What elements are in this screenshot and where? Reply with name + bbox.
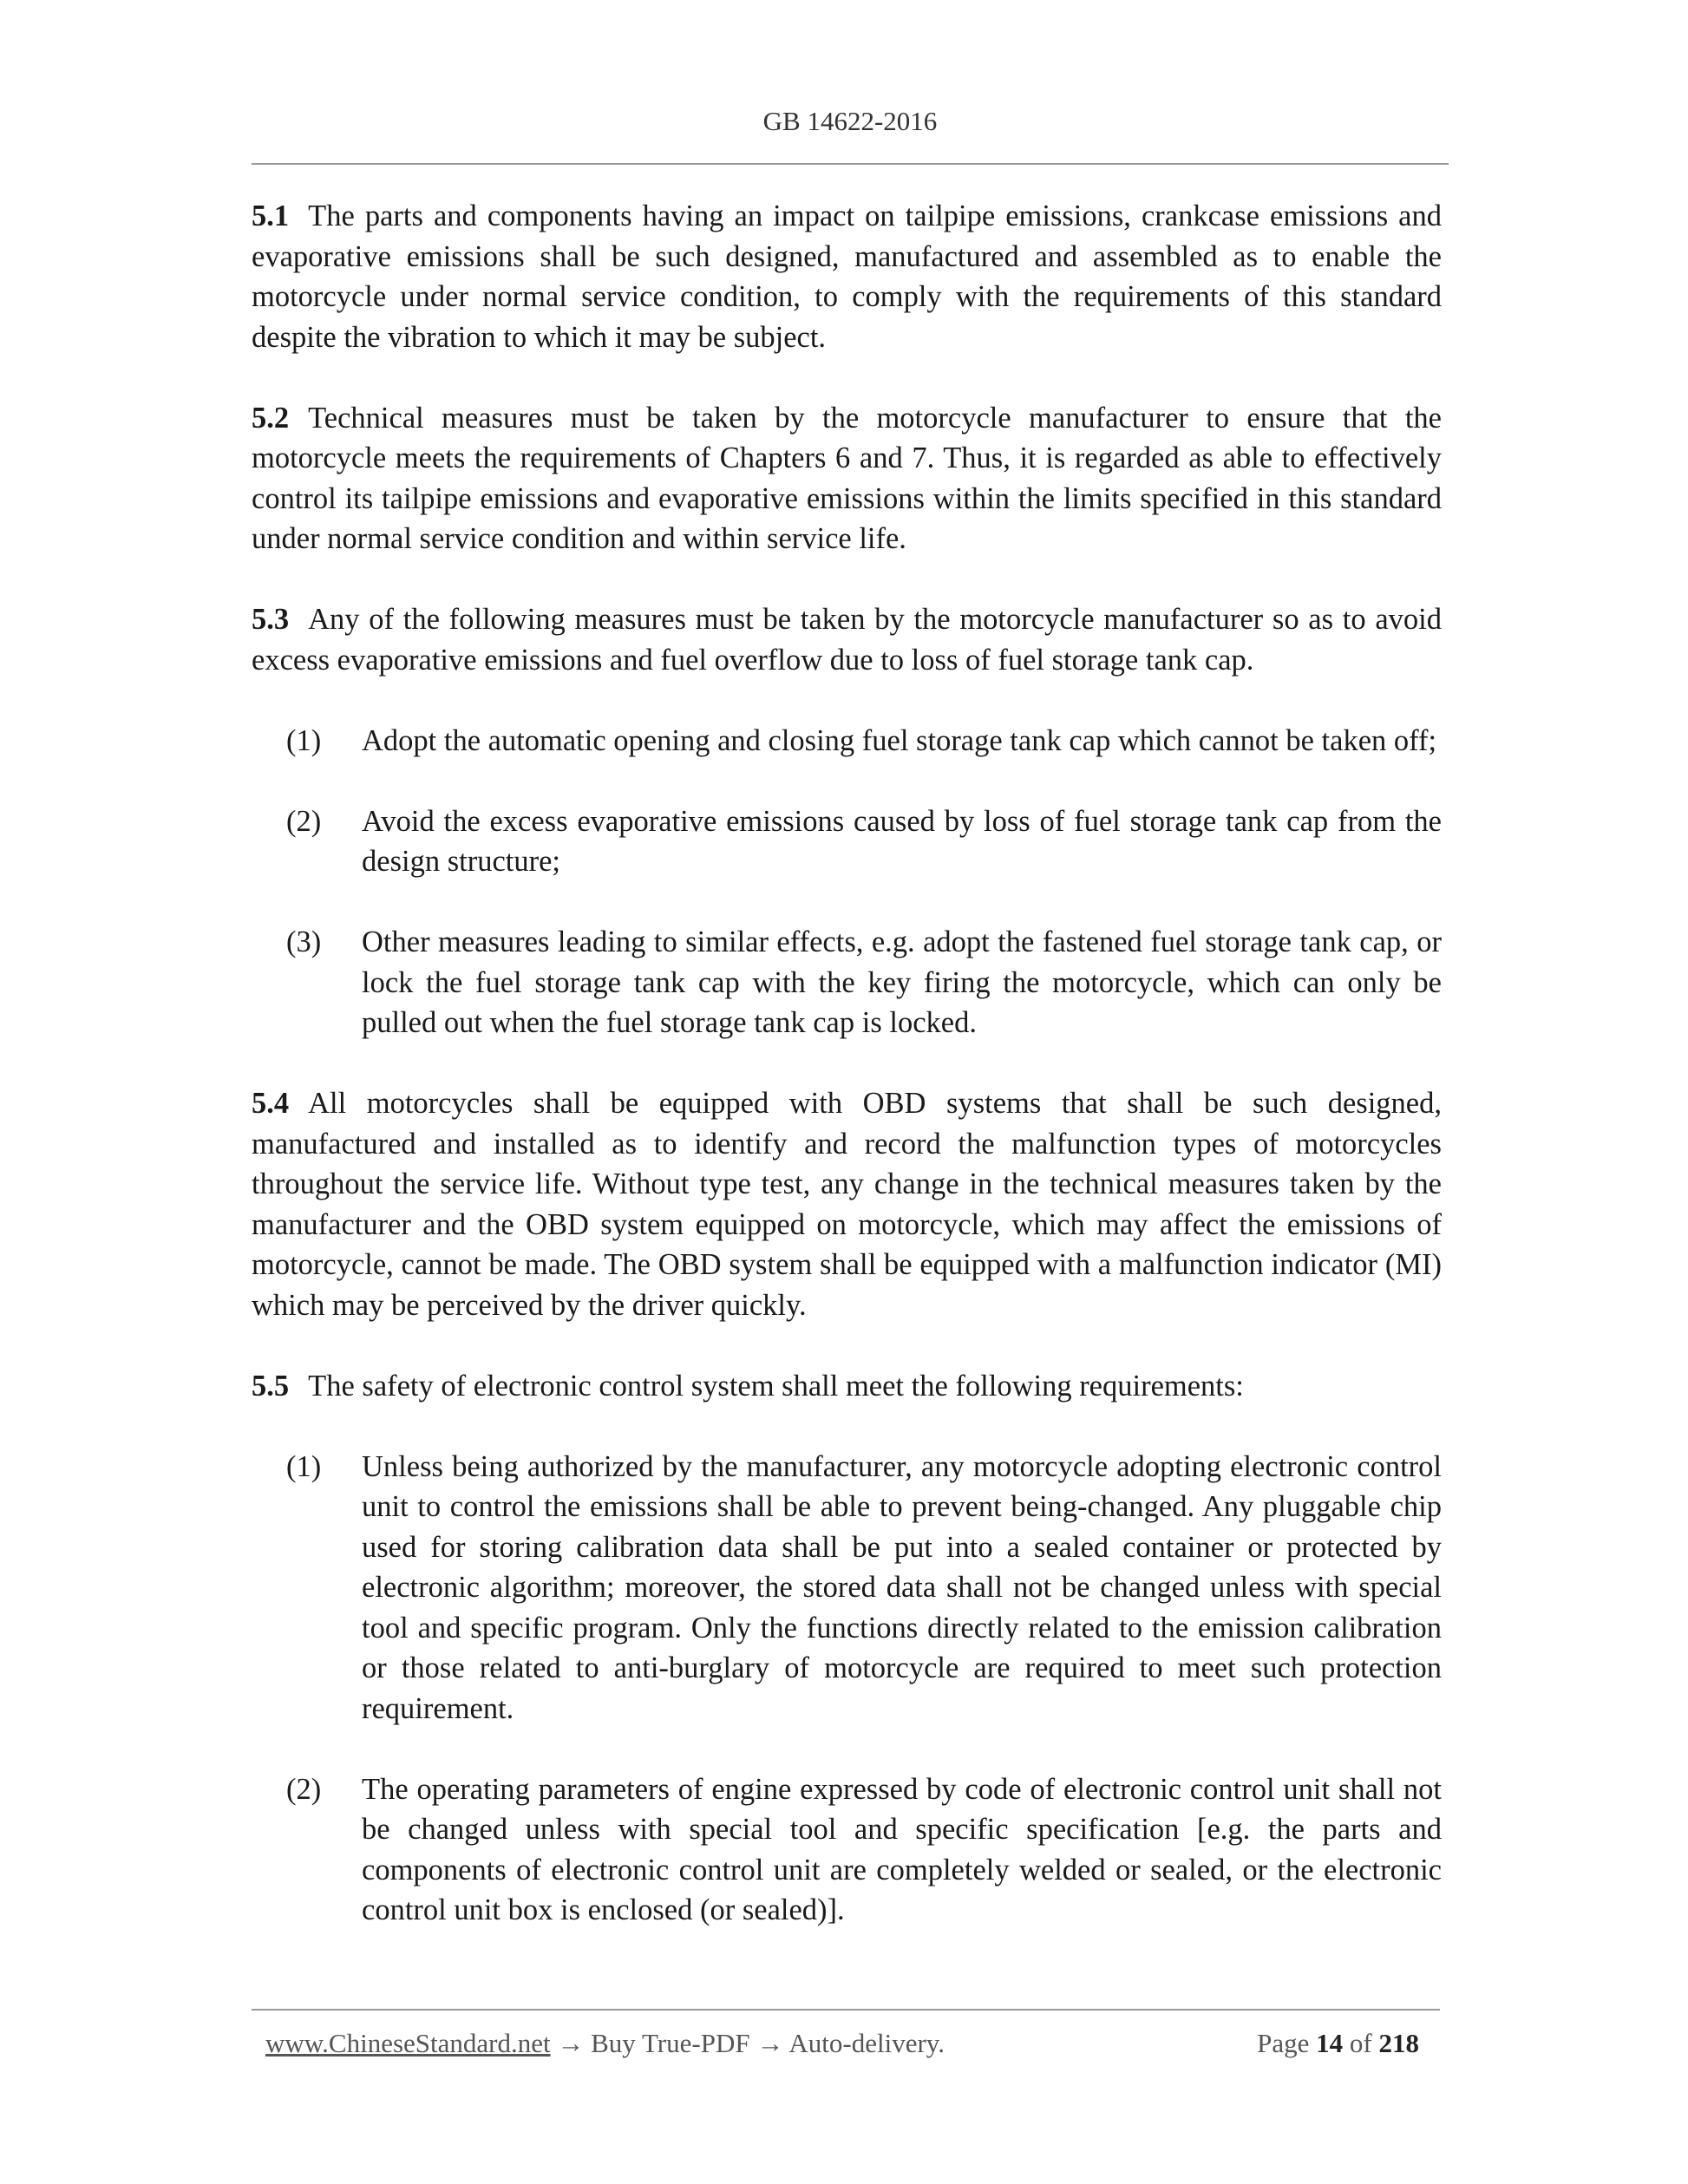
item-text: Avoid the excess evaporative emissions caused by loss of fuel storage tank cap from the design structure; <box>362 804 1442 878</box>
clause-text: Technical measures must be taken by the motorcycle manufacturer to ensure that the motorcycle meets the requirements of Chapters 6 and 7. Thus, it is regarded as able to effectively control its tailpipe emissions and evaporative emissions within the limits specified in this standard under normal service condition and within service life. <box>252 401 1442 555</box>
clause-number: 5.1 <box>252 199 290 232</box>
item-number: (1) <box>286 1449 322 1483</box>
right-arrow-icon: → <box>756 2028 784 2058</box>
item-text: The operating parameters of engine expressed by code of electronic control unit shall not be changed unless with special tool and specific specification [e.g. the parts and components of electronic control unit are completely welded or sealed, or the electronic control unit box is enclosed (or sealed)]. <box>362 1772 1442 1926</box>
clause-text: All motorcycles shall be equipped with OBD systems that shall be such designed, manufactured and installed as to identify and record the malfunction types of motorcycles throughout the service life. Without type test, any change in the technical measures taken by the manufacturer and the OBD system equipped on motorcycle, which may affect the emissions of motorcycle, cannot be made. The OBD system shall be equipped with a malfunction indicator (MI) which may be perceived by the driver quickly. <box>252 1087 1442 1322</box>
total-pages: 218 <box>1378 2028 1419 2058</box>
clause-text: Any of the following measures must be taken by the motorcycle manufacturer so as to avoid excess evaporative emissions and fuel overflow due to loss of fuel storage tank cap. <box>252 603 1442 677</box>
current-page-number: 14 <box>1316 2028 1344 2058</box>
item-text: Unless being authorized by the manufacturer, any motorcycle adopting electronic control unit to control the emissions shall be able to prevent being-changed. Any pluggable chip used for storing calibration data shall be put into a sealed container or protected by electronic algorithm; moreover, the stored data shall not be changed unless with special tool and specific program. Only the functions directly related to the emission calibration or those related to anti-burglary of motorcycle are required to meet such protection requirement. <box>362 1449 1442 1725</box>
clause-5-5-item-2 <box>252 1769 1442 1931</box>
clause-number: 5.3 <box>252 603 290 636</box>
item-text: Adopt the automatic opening and closing fuel storage tank cap which cannot be taken off; <box>362 723 1437 757</box>
document-body <box>252 196 1442 1971</box>
auto-delivery-text: Auto-delivery. <box>788 2028 945 2058</box>
clause-5-3-item-2 <box>252 801 1442 882</box>
clause-5-5-item-1 <box>252 1447 1442 1730</box>
page-indicator <box>1257 2028 1419 2059</box>
item-number: (2) <box>286 804 322 838</box>
clause-text: The parts and components having an impact on tailpipe emissions, crankcase emissions and evaporative emissions shall be such designed, manufactured and assembled as to enable the motorcycle under normal service condition, to comply with the requirements of this standard despite the vibration to which it may be subject. <box>252 199 1442 354</box>
clause-number: 5.2 <box>252 401 290 435</box>
page-label: Page <box>1257 2028 1310 2058</box>
clause-text: The safety of electronic control system shall meet the following requirements: <box>308 1369 1244 1403</box>
page-footer <box>265 2028 1419 2059</box>
clause-5-3-item-3 <box>252 922 1442 1043</box>
clause-5-1 <box>252 196 1442 357</box>
footer-divider <box>252 2009 1440 2011</box>
clause-5-5 <box>252 1366 1442 1407</box>
item-number: (3) <box>286 925 322 958</box>
clause-number: 5.5 <box>252 1369 290 1403</box>
header-divider <box>252 163 1449 165</box>
of-label: of <box>1349 2028 1372 2058</box>
item-text: Other measures leading to similar effects, e.g. adopt the fastened fuel storage tank cap, or lock the fuel storage tank cap with the key firing the motorcycle, which can only be pulled out when the fuel storage tank cap is locked. <box>362 925 1442 1039</box>
clause-5-3 <box>252 599 1442 680</box>
clause-5-2 <box>252 398 1442 559</box>
right-arrow-icon: → <box>557 2028 585 2058</box>
clause-5-4 <box>252 1083 1442 1325</box>
clause-number: 5.4 <box>252 1087 290 1120</box>
page-header: GB 14622-2016 <box>762 106 938 136</box>
buy-pdf-text: Buy True-PDF <box>591 2028 750 2058</box>
clause-5-3-item-1 <box>252 721 1442 762</box>
website-link[interactable]: www.ChineseStandard.net <box>265 2028 551 2058</box>
item-number: (2) <box>286 1772 322 1806</box>
item-number: (1) <box>286 723 322 757</box>
